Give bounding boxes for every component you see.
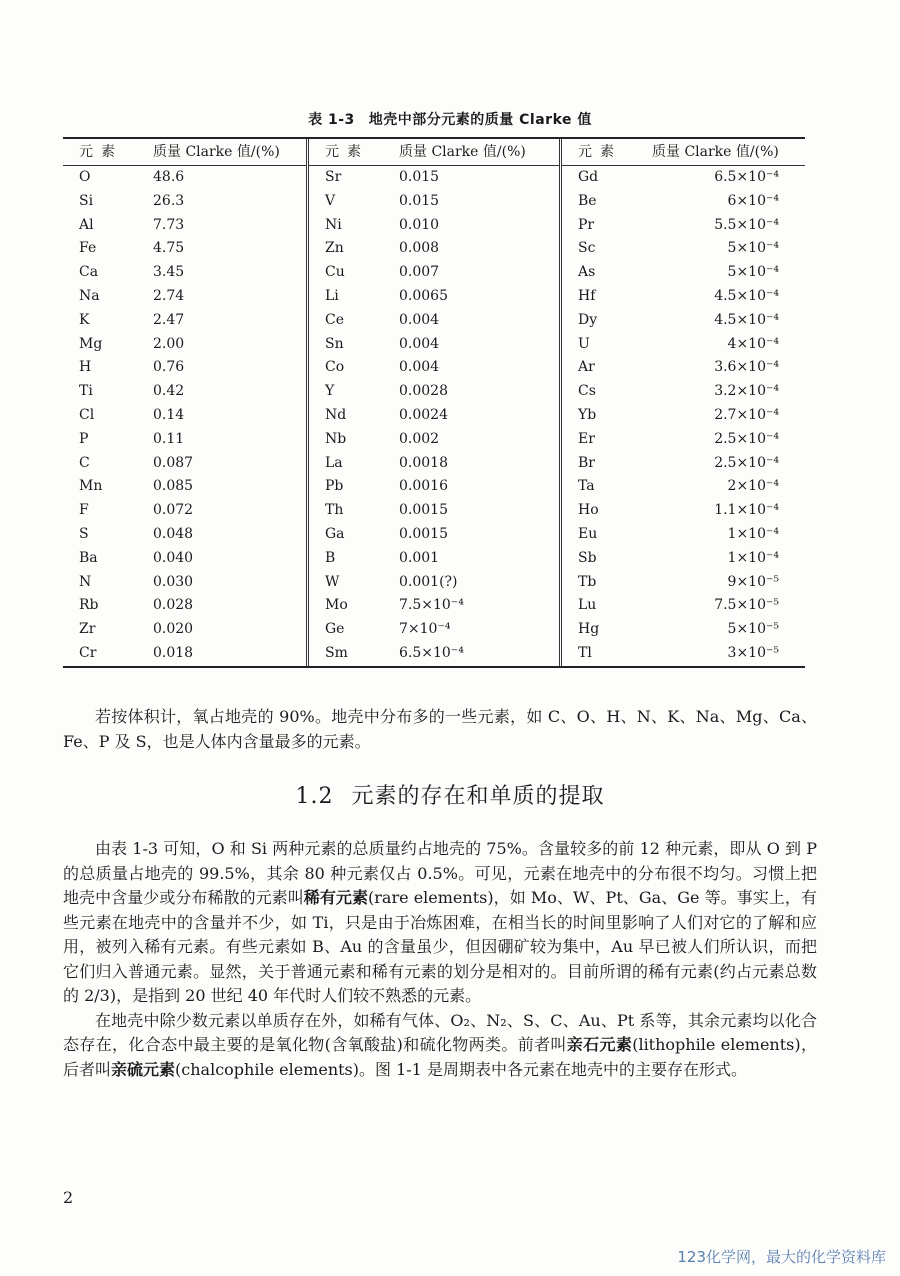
table-row	[309, 594, 559, 618]
element-symbol: Ga	[325, 525, 345, 542]
clarke-value: 0.040	[153, 549, 194, 566]
element-symbol: Si	[79, 192, 94, 209]
element-symbol: Cu	[325, 264, 345, 281]
table-row	[309, 214, 559, 238]
table-row	[562, 594, 805, 618]
clarke-value: 0.004	[399, 311, 440, 328]
clarke-value: 2×10⁻⁴	[727, 478, 779, 495]
element-symbol: Zn	[325, 240, 344, 257]
element-symbol: P	[79, 430, 89, 447]
element-symbol: Lu	[578, 597, 597, 614]
table-row	[562, 261, 805, 285]
table-row	[63, 523, 306, 547]
table-row	[562, 618, 805, 642]
clarke-value: 0.0016	[399, 478, 448, 495]
paragraph-2	[63, 837, 817, 1082]
clarke-value: 2.5×10⁻⁴	[714, 430, 779, 447]
clarke-value: 0.008	[399, 240, 440, 257]
element-symbol: Mn	[79, 478, 103, 495]
section-number: 1.2	[295, 784, 334, 809]
table-row	[562, 166, 805, 190]
clarke-value: 7.73	[153, 216, 185, 233]
section-heading	[0, 779, 900, 810]
element-symbol: Sb	[578, 549, 597, 566]
clarke-value: 0.004	[399, 335, 440, 352]
element-symbol: Cl	[79, 406, 95, 423]
element-symbol: K	[79, 311, 90, 328]
table-row	[63, 618, 306, 642]
clarke-value: 7.5×10⁻⁵	[714, 597, 779, 614]
element-symbol: Yb	[578, 406, 597, 423]
clarke-value: 0.028	[153, 597, 194, 614]
paragraph-2-part-1: 由表 1-3 可知，O 和 Si 两种元素的总质量约占地壳的 75%。含量较多的前 12 种元素，即从 O 到 P 的总质量占地壳的 99.5%，其余 80 种元素仅占 0.5%。可见，元素在地壳中的分布很不均匀。习惯上把地壳中含量少或分布稀散的元素叫	[63, 839, 817, 907]
table-row	[63, 356, 306, 380]
clarke-value: 3.2×10⁻⁴	[714, 383, 779, 400]
element-symbol: Ho	[578, 502, 599, 519]
element-symbol: Cs	[578, 383, 596, 400]
clarke-value: 1×10⁻⁴	[727, 525, 779, 542]
table-row	[63, 380, 306, 404]
table-row	[309, 356, 559, 380]
element-symbol: Br	[578, 454, 595, 471]
table-row	[562, 428, 805, 452]
table-row	[63, 404, 306, 428]
table-row	[309, 237, 559, 261]
clarke-value: 0.001(?)	[399, 573, 458, 590]
clarke-value: 0.087	[153, 454, 194, 471]
table-caption	[0, 109, 900, 129]
table-row	[63, 428, 306, 452]
element-symbol: H	[79, 359, 92, 376]
table-row	[562, 309, 805, 333]
table-row	[562, 214, 805, 238]
table-row	[63, 166, 306, 190]
clarke-value: 0.015	[399, 192, 440, 209]
table-caption-number: 表 1-3	[308, 112, 355, 128]
element-symbol: Nb	[325, 430, 347, 447]
table-row	[309, 523, 559, 547]
element-symbol: Sm	[325, 644, 348, 661]
table-row	[63, 594, 306, 618]
clarke-value: 0.42	[153, 383, 185, 400]
element-symbol: Ba	[79, 549, 98, 566]
clarke-value: 7×10⁻⁴	[399, 621, 451, 638]
header-value: 质量 Clarke 值/(%)	[652, 144, 779, 160]
section-title: 元素的存在和单质的提取	[351, 784, 605, 809]
term-rare-elements: 稀有元素	[303, 888, 369, 907]
element-symbol: Na	[79, 287, 100, 304]
element-symbol: C	[79, 454, 90, 471]
element-symbol: Ge	[325, 621, 345, 638]
clarke-value: 0.018	[153, 644, 194, 661]
table-header-row	[309, 139, 559, 166]
page-number: 2	[63, 1188, 74, 1207]
element-symbol: Ti	[79, 383, 93, 400]
element-symbol: Al	[79, 216, 94, 233]
element-symbol: S	[79, 525, 89, 542]
table-row	[63, 547, 306, 571]
clarke-value: 0.0024	[399, 406, 448, 423]
table-row	[562, 475, 805, 499]
table-panel-2	[306, 139, 559, 666]
table-row	[309, 333, 559, 357]
table-row	[63, 571, 306, 595]
header-element: 元素	[79, 144, 123, 160]
element-symbol: Sc	[578, 240, 596, 257]
table-row	[562, 452, 805, 476]
clarke-value: 0.0015	[399, 502, 448, 519]
element-symbol: Cr	[79, 644, 97, 661]
element-symbol: Hg	[578, 621, 600, 638]
clarke-value: 3×10⁻⁵	[727, 644, 779, 661]
table-row	[63, 285, 306, 309]
paragraph-1	[63, 705, 817, 754]
clarke-value: 7.5×10⁻⁴	[399, 597, 464, 614]
table-caption-title: 地壳中部分元素的质量 Clarke 值	[368, 112, 592, 128]
element-symbol: W	[325, 573, 340, 590]
clarke-value: 0.0028	[399, 383, 448, 400]
clarke-value: 0.11	[153, 430, 185, 447]
element-symbol: Mg	[79, 335, 103, 352]
table-row	[63, 475, 306, 499]
element-symbol: N	[79, 573, 92, 590]
table-row	[63, 333, 306, 357]
clarke-value: 1.1×10⁻⁴	[714, 502, 779, 519]
element-symbol: Y	[325, 383, 335, 400]
clarke-value: 6.5×10⁻⁴	[714, 169, 779, 185]
element-symbol: Tb	[578, 573, 597, 590]
element-symbol: Ta	[578, 478, 595, 495]
element-symbol: Ce	[325, 311, 344, 328]
table-row	[309, 285, 559, 309]
element-symbol: V	[325, 192, 336, 209]
clarke-value: 0.76	[153, 359, 185, 376]
table-row	[562, 404, 805, 428]
element-symbol: Th	[325, 502, 344, 519]
term-lithophile: 亲石元素	[566, 1035, 633, 1054]
element-symbol: Sr	[325, 169, 342, 185]
table-row	[309, 190, 559, 214]
clarke-value: 0.010	[399, 216, 440, 233]
clarke-value: 0.0015	[399, 525, 448, 542]
table-row	[562, 333, 805, 357]
clarke-value: 0.085	[153, 478, 194, 495]
clarke-value: 0.007	[399, 264, 440, 281]
paragraph-2-text	[63, 837, 817, 1009]
table-row	[309, 499, 559, 523]
table-header-row	[63, 139, 306, 166]
table-row	[309, 571, 559, 595]
element-symbol: Fe	[79, 240, 97, 257]
table-row	[562, 356, 805, 380]
table-row	[63, 452, 306, 476]
clarke-value: 0.020	[153, 621, 194, 638]
clarke-value: 2.74	[153, 287, 185, 304]
table-row	[309, 547, 559, 571]
table-row	[562, 547, 805, 571]
table-row	[63, 642, 306, 666]
element-symbol: Gd	[578, 169, 599, 185]
element-symbol: Rb	[79, 597, 99, 614]
paragraph-1-text: 若按体积计，氧占地壳的 90%。地壳中分布多的一些元素，如 C、O、H、N、K、Na、Mg、Ca、Fe、P 及 S，也是人体内含量最多的元素。	[63, 707, 817, 751]
clarke-value: 1×10⁻⁴	[727, 549, 779, 566]
element-symbol: As	[578, 264, 596, 281]
clarke-value: 48.6	[153, 169, 185, 185]
clarke-value: 0.002	[399, 430, 440, 447]
table-row	[562, 380, 805, 404]
element-symbol: Hf	[578, 287, 596, 304]
watermark: 123化学网，最大的化学资料库	[677, 1248, 886, 1266]
paragraph-3-part-3: (chalcophile elements)。图 1-1 是周期表中各元素在地壳中的主要存在形式。	[175, 1059, 747, 1079]
clarke-value: 5.5×10⁻⁴	[714, 216, 779, 233]
table-row	[63, 237, 306, 261]
table-row	[562, 642, 805, 666]
table-header-row	[562, 139, 805, 166]
table-row	[562, 285, 805, 309]
table-row	[63, 261, 306, 285]
element-symbol: Be	[578, 192, 597, 209]
term-chalcophile: 亲硫元素	[111, 1059, 176, 1079]
element-symbol: Er	[578, 430, 595, 447]
header-value: 质量 Clarke 值/(%)	[153, 144, 280, 160]
table-row	[562, 499, 805, 523]
clarke-value: 0.015	[399, 169, 440, 185]
clarke-value: 0.004	[399, 359, 440, 376]
clarke-table	[63, 137, 805, 668]
clarke-value: 4.5×10⁻⁴	[714, 287, 779, 304]
clarke-value: 6.5×10⁻⁴	[399, 644, 464, 661]
paragraph-3-part-2: (lithophile elements)，后者叫	[63, 1035, 817, 1079]
table-row	[562, 571, 805, 595]
clarke-value: 3.45	[153, 264, 185, 281]
clarke-value: 5×10⁻⁵	[727, 621, 779, 638]
table-row	[309, 428, 559, 452]
clarke-value: 26.3	[153, 192, 185, 209]
element-symbol: Ca	[79, 264, 99, 281]
element-symbol: U	[578, 335, 590, 352]
element-symbol: Li	[325, 287, 339, 304]
element-symbol: Pr	[578, 216, 595, 233]
clarke-value: 2.00	[153, 335, 185, 352]
element-symbol: Eu	[578, 525, 598, 542]
header-value: 质量 Clarke 值/(%)	[399, 144, 526, 160]
element-symbol: Sn	[325, 335, 344, 352]
clarke-value: 5×10⁻⁴	[727, 240, 779, 257]
table-row	[309, 261, 559, 285]
element-symbol: Co	[325, 359, 345, 376]
element-symbol: La	[325, 454, 343, 471]
clarke-value: 0.048	[153, 525, 194, 542]
clarke-value: 2.5×10⁻⁴	[714, 454, 779, 471]
clarke-value: 4.75	[153, 240, 185, 257]
table-panel-3	[559, 139, 805, 666]
table-row	[309, 166, 559, 190]
table-row	[309, 642, 559, 666]
clarke-value: 4×10⁻⁴	[727, 335, 779, 352]
paragraph-3-text	[63, 1009, 817, 1083]
clarke-value: 0.030	[153, 573, 194, 590]
table-row	[309, 452, 559, 476]
clarke-value: 0.14	[153, 406, 185, 423]
table-row	[309, 475, 559, 499]
clarke-value: 6×10⁻⁴	[727, 192, 779, 209]
element-symbol: Dy	[578, 311, 598, 328]
table-row	[63, 309, 306, 333]
table-row	[63, 499, 306, 523]
clarke-value: 4.5×10⁻⁴	[714, 311, 779, 328]
element-symbol: B	[325, 549, 336, 566]
element-symbol: Zr	[79, 621, 96, 638]
table-panel-1	[63, 139, 306, 666]
table-row	[63, 214, 306, 238]
clarke-value: 9×10⁻⁵	[727, 573, 779, 590]
element-symbol: Ar	[578, 359, 595, 376]
element-symbol: Ni	[325, 216, 342, 233]
element-symbol: Nd	[325, 406, 347, 423]
element-symbol: Tl	[578, 644, 592, 661]
paragraph-3-part-1: 在地壳中除少数元素以单质存在外，如稀有气体、O₂、N₂、S、C、Au、Pt 系等，其余元素均以化合态存在，化合态中最主要的是氧化物(含氧酸盐)和硫化物两类。前者叫	[63, 1010, 817, 1054]
element-symbol: Mo	[325, 597, 348, 614]
clarke-value: 2.47	[153, 311, 185, 328]
table-row	[309, 618, 559, 642]
header-element: 元素	[578, 144, 622, 160]
table-row	[562, 523, 805, 547]
paragraph-2-part-2: (rare elements)，如 Mo、W、Pt、Ga、Ge 等。事实上，有些元素在地壳中的含量并不少，如 Ti，只是由于冶炼困难，在相当长的时间里影响了人们对它的了解和应用，被列入稀有元素。有些元素如 B、Au 的含量虽少，但因硼矿较为集中，Au 早已被人们所认识，而把它们归入普通元素。显然，关于普通元素和稀有元素的划分是相对的。目前所谓的稀有元素(约占元素总数的 2/3)，是指到 20 世纪 40 年代时人们较不熟悉的元素。	[63, 888, 817, 1005]
clarke-value: 0.001	[399, 549, 440, 566]
clarke-value: 2.7×10⁻⁴	[714, 406, 779, 423]
element-symbol: Pb	[325, 478, 344, 495]
table-row	[63, 190, 306, 214]
table-row	[562, 190, 805, 214]
table-row	[309, 404, 559, 428]
clarke-value: 0.072	[153, 502, 194, 519]
clarke-value: 0.0065	[399, 287, 448, 304]
table-row	[309, 380, 559, 404]
clarke-value: 0.0018	[399, 454, 448, 471]
table-row	[562, 237, 805, 261]
header-element: 元素	[325, 144, 369, 160]
clarke-value: 3.6×10⁻⁴	[714, 359, 779, 376]
table-row	[309, 309, 559, 333]
clarke-value: 5×10⁻⁴	[727, 264, 779, 281]
element-symbol: F	[79, 502, 89, 519]
element-symbol: O	[79, 169, 91, 185]
